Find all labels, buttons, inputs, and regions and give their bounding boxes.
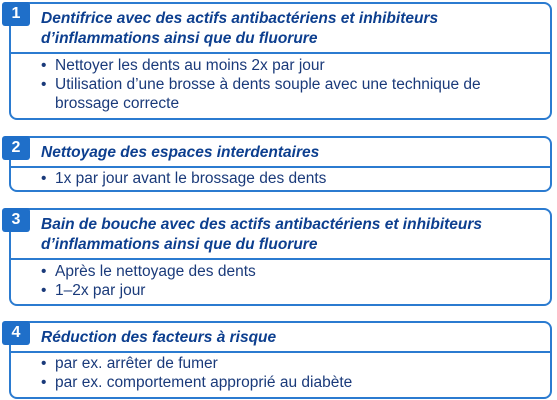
list-item: • 1x par jour avant le brossage des dents <box>41 170 327 187</box>
section-card-4 <box>9 321 552 399</box>
list-item: • par ex. arrêter de fumer <box>41 355 218 372</box>
section-items <box>41 169 542 188</box>
bullet-icon: • <box>41 57 47 74</box>
section-items <box>41 56 542 113</box>
section-card-1 <box>9 2 552 120</box>
section-items <box>41 262 542 300</box>
section-items <box>41 354 542 392</box>
section-number-badge: 4 <box>2 321 30 345</box>
section-card-3 <box>9 208 552 306</box>
bullet-icon: • <box>41 76 47 93</box>
list-item: • Après le nettoyage des dents <box>41 263 256 280</box>
bullet-icon: • <box>41 263 47 280</box>
section-divider <box>11 258 550 260</box>
section-title: Nettoyage des espaces interdentaires <box>41 144 320 161</box>
bullet-icon: • <box>41 355 47 372</box>
bullet-icon: • <box>41 170 47 187</box>
list-item: • 1–2x par jour <box>41 282 146 299</box>
list-item: • Nettoyer les dents au moins 2x par jour <box>41 57 325 74</box>
section-divider <box>11 351 550 353</box>
list-item: • par ex. comportement approprié au diabète <box>41 374 353 391</box>
section-divider <box>11 166 550 168</box>
section-title: Dentifrice avec des actifs antibactériens et inhibiteurs d’inflammations ainsi que du fluorure <box>41 10 439 47</box>
section-card-2 <box>9 136 552 192</box>
section-title: Réduction des facteurs à risque <box>41 329 277 346</box>
section-number-badge: 1 <box>2 2 30 26</box>
list-item: • Utilisation d’une brosse à dents souple avec une technique de brossage correcte <box>41 76 481 112</box>
bullet-icon: • <box>41 374 47 391</box>
section-number-badge: 3 <box>2 208 30 232</box>
section-title: Bain de bouche avec des actifs antibactériens et inhibiteurs d’inflammations ainsi que du fluorure <box>41 216 483 253</box>
section-divider <box>11 52 550 54</box>
bullet-icon: • <box>41 282 47 299</box>
section-number-badge: 2 <box>2 136 30 160</box>
